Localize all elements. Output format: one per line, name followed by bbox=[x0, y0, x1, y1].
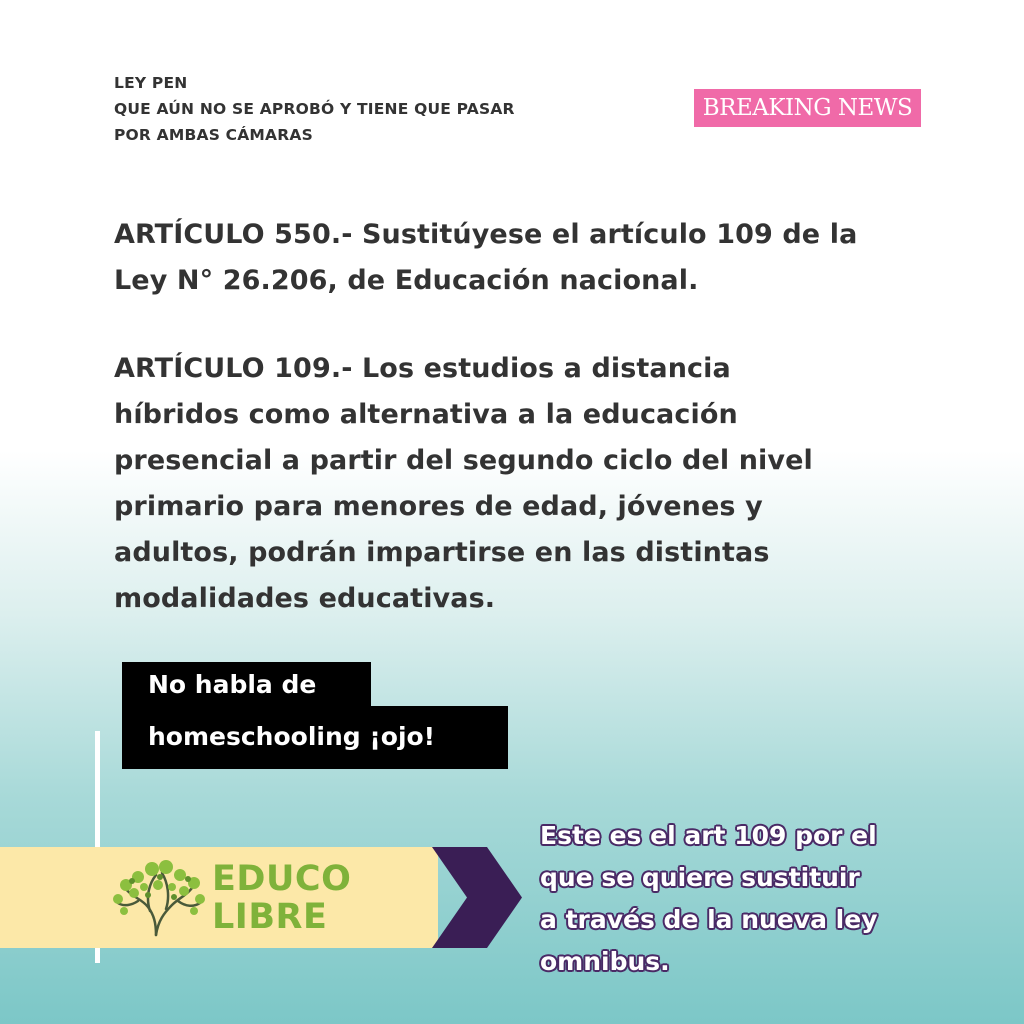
article-109-line-3: presencial a partir del segundo ciclo del nivel bbox=[114, 445, 813, 476]
logo-line-2: LIBRE bbox=[212, 897, 328, 937]
article-109-line-6: modalidades educativas. bbox=[114, 583, 496, 614]
article-109-line-5: adultos, podrán impartirse en las distintas bbox=[114, 537, 770, 568]
caption-line-3: a través de la nueva ley bbox=[540, 905, 878, 934]
note-box-line-1: No habla de bbox=[122, 662, 371, 708]
article-109-line-4: primario para menores de edad, jóvenes y bbox=[114, 491, 763, 522]
arrow-chevron-icon bbox=[432, 847, 522, 948]
article-550 bbox=[114, 212, 944, 304]
header-line-1: LEY PEN bbox=[114, 74, 188, 92]
tree-brain-icon bbox=[108, 855, 208, 937]
article-109 bbox=[114, 346, 944, 622]
caption-line-4: omnibus. bbox=[540, 947, 670, 976]
note-box-line-2: homeschooling ¡ojo! bbox=[122, 706, 508, 769]
article-109-line-2: híbridos como alternativa a la educación bbox=[114, 399, 738, 430]
header-text bbox=[114, 70, 515, 148]
header-line-2: QUE AÚN NO SE APROBÓ Y TIENE QUE PASAR bbox=[114, 100, 515, 118]
article-550-line-2: Ley N° 26.206, de Educación nacional. bbox=[114, 265, 699, 296]
logo-line-1: EDUCO bbox=[212, 859, 352, 899]
educo-libre-logo bbox=[212, 860, 351, 936]
caption-line-1: Este es el art 109 por el bbox=[540, 821, 877, 850]
breaking-news-badge: BREAKING NEWS bbox=[694, 89, 921, 127]
header-line-3: POR AMBAS CÁMARAS bbox=[114, 126, 313, 144]
article-550-line-1: ARTÍCULO 550.- Sustitúyese el artículo 109 de la bbox=[114, 219, 858, 250]
caption-text bbox=[540, 815, 878, 983]
article-109-line-1: ARTÍCULO 109.- Los estudios a distancia bbox=[114, 353, 731, 384]
caption-line-2: que se quiere sustituir bbox=[540, 863, 860, 892]
